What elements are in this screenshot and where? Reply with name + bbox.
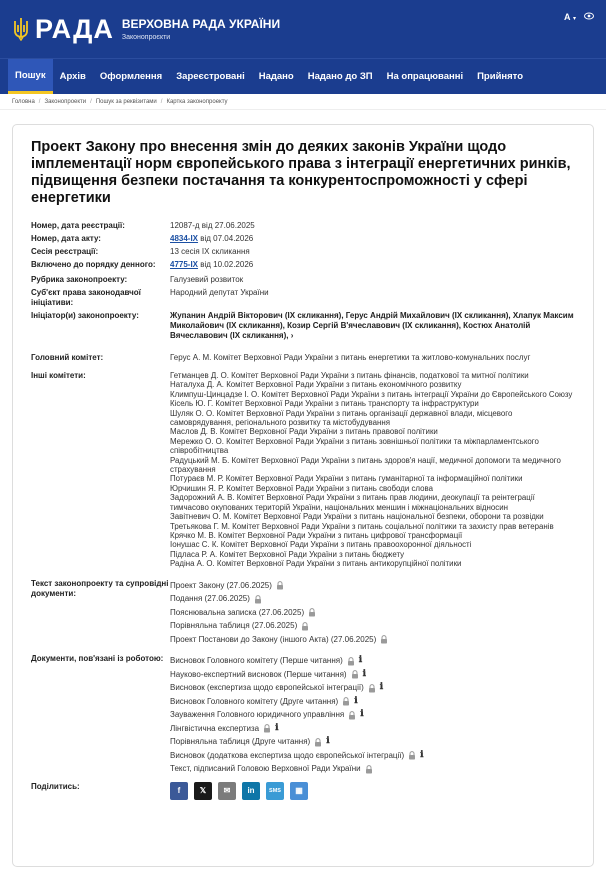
committee-item: Наталуха Д. А. Комітет Верховної Ради України з питань економічного розвитку (170, 380, 462, 390)
initiators-value: Жупанин Андрій Вікторович (IX скликання), Герус Андрій Михайлович (IX скликання), Хлапук Максим Миколайович (IX скликання), Козир Сергій В'ячеславович (IX скликання), Костюх Анатолій Вячеславович (IX скликання), (170, 311, 574, 340)
related-document-item[interactable] (170, 722, 575, 736)
related-document-item[interactable] (170, 708, 575, 722)
other-committees-list (170, 371, 575, 569)
nav-drafting[interactable]: Оформлення (99, 71, 163, 82)
act-label: Номер, дата акту: (31, 234, 101, 243)
lock-icon (368, 684, 376, 692)
texts-list (170, 579, 575, 647)
lock-icon (408, 751, 416, 759)
related-document-item[interactable] (170, 668, 575, 682)
related-document-label: Висновок (додаткова експертиза щодо європейської інтеграції) (170, 750, 405, 760)
font-size-button[interactable]: A ▾ (563, 12, 576, 22)
share-buttons (170, 782, 575, 800)
texts-label: Текст законопроекту та супровідні документи: (31, 578, 169, 598)
committee-item: Гетманцев Д. О. Комітет Верховної Ради України з питань фінансів, податкової та митної політики (170, 371, 529, 380)
logo-word: РАДА (35, 13, 114, 44)
act-date: від 07.04.2026 (198, 234, 254, 243)
nav-registered[interactable]: Зареєстровані (176, 71, 245, 82)
bill-card (12, 124, 594, 867)
nav-archive[interactable]: Архів (59, 71, 86, 82)
site-logo[interactable] (12, 14, 280, 45)
related-docs-list (170, 654, 575, 776)
committee-item: Маслов Д. В. Комітет Верховної Ради України з питань правової політики (170, 427, 438, 437)
lock-icon (380, 635, 388, 643)
text-document-label: Проект Закону (27.06.2025) (170, 580, 272, 590)
related-document-label: Лінгвістична експертиза (170, 723, 260, 733)
nav-processing[interactable]: На опрацюванні (386, 71, 464, 82)
lock-icon (347, 657, 355, 665)
share-more-button[interactable]: ▦ (290, 782, 308, 800)
text-document-label: Проект Постанови до Закону (іншого Акта) (27.06.2025) (170, 634, 377, 644)
nav-submitted-zp[interactable]: Надано до ЗП (307, 71, 373, 82)
committee-item: Завітневич О. М. Комітет Верховної Ради України з питань національної безпеки, оборони та розвідки (170, 512, 544, 522)
committee-item: Третьякова Г. М. Комітет Верховної Ради України з питань соціальної політики та захисту прав ветеранів (170, 521, 554, 531)
bill-title: Проект Закону про внесення змін до деяких законів України щодо імплементації норм європейського права з інтеграції енергетичних ринків, підвищення безпеки постачання та конкурентоспроможності у сфері енергетики (31, 139, 571, 206)
related-document-label: Текст, підписаний Головою Верховної Ради України (170, 764, 361, 774)
reg-value: 12087-д від 27.06.2025 (170, 221, 255, 230)
lock-icon (365, 765, 373, 773)
committee-item: Задорожний А. В. Комітет Верховної Ради України з питань прав людини, деокупації та реінтеграції тимчасово окупованих територій України, національних меншин і міжнаціональних відносин (170, 493, 535, 512)
committee-item: Підласа Р. А. Комітет Верховної Ради України з питань бюджету (170, 549, 405, 559)
main-nav (0, 58, 606, 94)
initiators-label: Ініціатор(и) законопроекту: (31, 311, 139, 320)
committee-item: Климпуш-Цинцадзе І. О. Комітет Верховної Ради України з питань інтеграції України до Європейського Союзу (170, 389, 573, 399)
info-icon[interactable]: ℹ (362, 668, 367, 679)
lock-icon (351, 670, 359, 678)
eye-icon[interactable] (584, 12, 594, 22)
related-document-label: Зауваження Головного юридичного управління (170, 710, 345, 720)
lock-icon (308, 608, 316, 616)
header-subtitle: Законопроєкти (121, 34, 171, 41)
committee-item: Іонушас С. К. Комітет Верховної Ради України з питань правоохоронної діяльності (170, 540, 472, 550)
breadcrumb-home[interactable]: Головна (12, 98, 35, 105)
text-document-label: Порівняльна таблиця (27.06.2025) (170, 621, 298, 631)
main-committee-label: Головний комітет: (31, 353, 104, 362)
trident-icon (12, 16, 30, 42)
related-document-label: Висновок Головного комітету (Перше читання) (170, 656, 343, 666)
related-document-item[interactable] (170, 749, 575, 763)
related-document-label: Висновок Головного комітету (Друге читання) (170, 696, 339, 706)
committee-item: Кісель Ю. Г. Комітет Верховної Ради України з питань транспорту та інфраструктури (170, 399, 479, 409)
share-facebook-button[interactable]: f (170, 782, 188, 800)
breadcrumb: Головна / Законопроекти / Пошук за реквізитами / Картка законопроекту (0, 94, 606, 110)
lock-icon (276, 581, 284, 589)
committee-item: Юрчишин Я. Р. Комітет Верховної Ради України з питань свободи слова (170, 483, 433, 493)
related-document-label: Науково-експертний висновок (Перше читання) (170, 669, 347, 679)
committee-item: Крячко М. В. Комітет Верховної Ради України з питань цифрової трансформації (170, 530, 463, 540)
text-document-item[interactable] (170, 633, 575, 647)
lock-icon (301, 622, 309, 630)
initiators-more-button[interactable]: › (290, 331, 294, 340)
subject-label: Суб'єкт права законодавчої ініціативи: (31, 288, 141, 307)
related-document-label: Висновок (експертиза щодо європейської інтеграції) (170, 683, 364, 693)
rubric-label: Рубрика законопроекту: (31, 275, 128, 284)
committee-item: Радіна А. О. Комітет Верховної Ради України з питань антикорупційної політики (170, 559, 462, 569)
text-document-label: Подання (27.06.2025) (170, 594, 250, 604)
info-icon[interactable]: ℹ (275, 722, 279, 733)
lock-icon (263, 724, 271, 732)
info-icon[interactable]: ℹ (326, 736, 330, 747)
agenda-date: від 10.02.2026 (198, 260, 254, 269)
share-linkedin-button[interactable]: in (242, 782, 260, 800)
lock-icon (348, 711, 356, 719)
committee-item: Потураєв М. Р. Комітет Верховної Ради України з питань гуманітарної та інформаційної політики (170, 474, 523, 484)
lock-icon (342, 697, 350, 705)
agenda-number-link[interactable]: 4775-IX (170, 260, 199, 269)
session-label: Сесія реєстрації: (31, 247, 99, 256)
breadcrumb-bills[interactable]: Законопроекти (44, 98, 87, 105)
info-icon[interactable]: ℹ (420, 749, 424, 760)
reg-label: Номер, дата реєстрації: (31, 221, 125, 230)
related-document-label: Порівняльна таблиця (Друге читання) (170, 737, 311, 747)
related-label: Документи, пов'язані із роботою: (31, 654, 164, 664)
text-document-item[interactable] (170, 606, 575, 620)
rubric-value: Галузевий розвиток (170, 275, 244, 284)
share-sms-button[interactable]: SMS (266, 782, 284, 800)
header-title: ВЕРХОВНА РАДА УКРАЇНИ (121, 17, 281, 31)
text-document-label: Пояснювальна записка (27.06.2025) (170, 607, 305, 617)
breadcrumb-current: Картка законопроекту (166, 98, 228, 105)
lock-icon (254, 595, 262, 603)
related-document-item[interactable] (170, 762, 575, 776)
related-document-item[interactable] (170, 735, 575, 749)
session-value: 13 сесія IX скликання (170, 247, 250, 256)
share-label: Поділитись: (31, 781, 80, 791)
share-x-button[interactable]: 𝕏 (194, 782, 212, 800)
committee-item: Шуляк О. О. Комітет Верховної Ради України з питань організації державної влади, місцевого самоврядування, регіонального розвитку та містобудування (170, 408, 513, 428)
main-committee-value: Герус А. М. Комітет Верховної Ради України з питань енергетики та житлово-комунальних послуг (170, 353, 531, 362)
nav-submitted[interactable]: Надано (258, 71, 294, 82)
text-document-item[interactable] (170, 579, 575, 593)
committee-item: Радуцький М. Б. Комітет Верховної Ради України з питань здоров'я нації, медичної допомоги та медичного страхування (170, 455, 561, 475)
nav-adopted[interactable]: Прийнято (477, 71, 524, 82)
site-header (0, 0, 606, 58)
info-icon[interactable]: ℹ (354, 695, 358, 706)
info-icon[interactable]: ℹ (379, 682, 384, 693)
related-document-item[interactable] (170, 654, 575, 668)
lock-icon (314, 738, 322, 746)
info-icon[interactable]: ℹ (358, 655, 363, 666)
info-icon[interactable]: ℹ (360, 709, 364, 720)
other-committees-label: Інші комітети: (31, 371, 86, 380)
share-email-button[interactable]: ✉ (218, 782, 236, 800)
nav-search[interactable]: Пошук (8, 59, 53, 94)
related-document-item[interactable] (170, 695, 575, 709)
text-document-item[interactable] (170, 592, 575, 606)
committee-item: Мережко О. О. Комітет Верховної Ради України з питань зовнішньої політики та міжпарламентського співробітництва (170, 436, 539, 456)
subject-value: Народний депутат України (170, 288, 269, 297)
related-document-item[interactable] (170, 681, 575, 695)
act-number-link[interactable]: 4834-IX (170, 234, 199, 243)
agenda-label: Включено до порядку денного: (31, 260, 156, 269)
breadcrumb-search[interactable]: Пошук за реквізитами (95, 98, 157, 105)
text-document-item[interactable] (170, 619, 575, 633)
